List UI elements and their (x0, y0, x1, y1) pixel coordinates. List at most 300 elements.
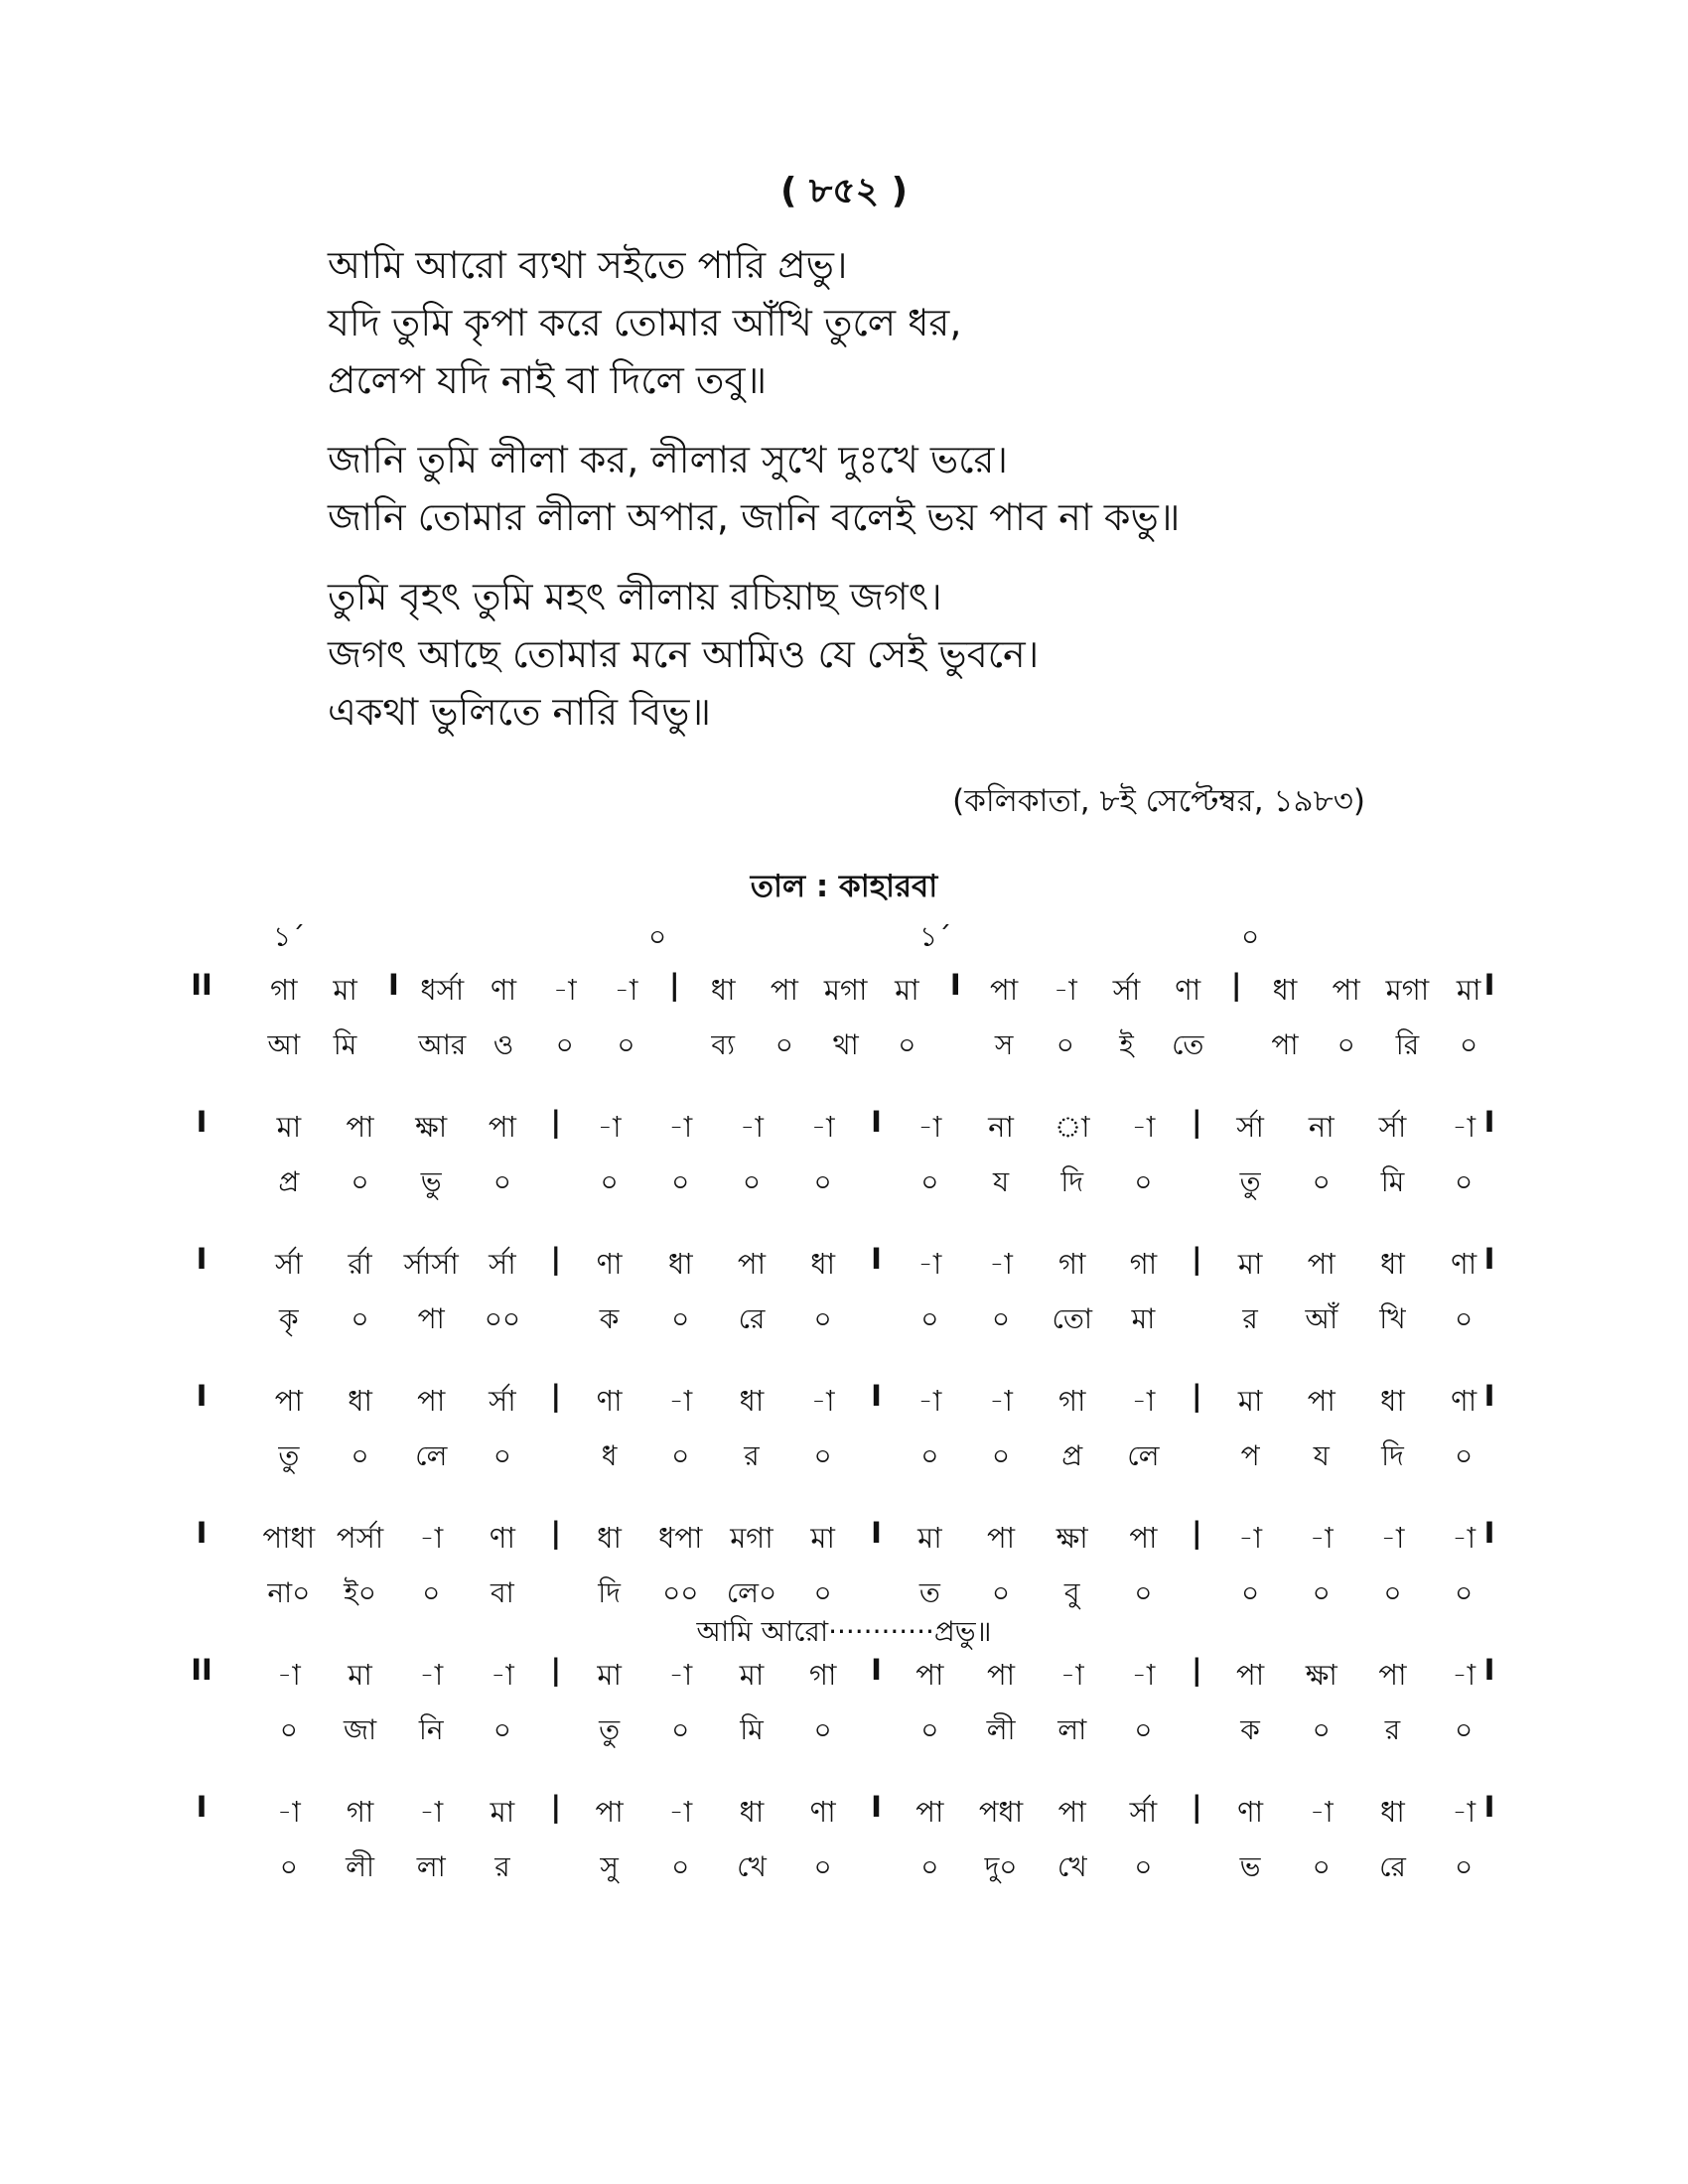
swara-note: ধা (739, 1384, 765, 1418)
swara-note: র্সা (1236, 1110, 1264, 1144)
swara-note: -া (1452, 1658, 1477, 1692)
bar-line: | (550, 1790, 562, 1824)
swara-note: -া (810, 1384, 835, 1418)
swara-note: মা (895, 973, 919, 1007)
lyric-syllable: লে০ (726, 1576, 777, 1609)
lyric-syllable: দি (598, 1576, 621, 1609)
swara-note: পা (737, 1247, 767, 1281)
lyric-syllable: ০ (671, 1302, 690, 1335)
lyric-syllable: ই০ (344, 1576, 376, 1609)
lyric-syllable: ০ (1134, 1850, 1153, 1883)
swara-note: পা (915, 1658, 944, 1692)
lyric-syllable: ০ (1240, 1576, 1260, 1609)
swara-note: -া (989, 1247, 1013, 1281)
bar-line: | (1191, 1653, 1202, 1687)
lyric-syllable: ০ (617, 1028, 635, 1061)
swara-note: ক্ষা (415, 1110, 448, 1144)
lyric-syllable: ০ (774, 1028, 794, 1061)
swara-note: পা (274, 1384, 303, 1418)
lyric-syllable: ০০ (662, 1576, 699, 1609)
bar-line: | (550, 1105, 562, 1139)
swara-note: পা (1057, 1795, 1086, 1829)
lyric-syllable: ০ (920, 1713, 939, 1746)
lyric-syllable: র (1384, 1713, 1401, 1746)
swara-note: পা (986, 1521, 1016, 1555)
lyric-syllable: দি (1381, 1439, 1404, 1472)
lyric-syllable: তু (599, 1713, 621, 1746)
lyric-syllable: ০ (671, 1850, 690, 1883)
swara-note: ধা (667, 1247, 693, 1281)
swara-note: ধা (1380, 1795, 1405, 1829)
lyric-syllable: ০ (1455, 1850, 1474, 1883)
return-line: আমি আরো············প্রভু॥ (696, 1615, 992, 1648)
bar-line: I (871, 1653, 882, 1687)
swara-note: পা (990, 973, 1019, 1007)
lyric-syllable: ০ (1134, 1576, 1153, 1609)
bar-line: | (669, 968, 680, 1002)
lyric-syllable: ০ (1134, 1713, 1153, 1746)
lyric-syllable: ০ (671, 1439, 690, 1472)
bar-line: I (1483, 1653, 1495, 1687)
swara-note: পা (986, 1658, 1016, 1692)
lyric-syllable: ০ (991, 1302, 1011, 1335)
lyric-syllable: ০ (279, 1713, 298, 1746)
swara-note: -া (490, 1658, 514, 1692)
swara-note: মা (739, 1658, 765, 1692)
swara-note: র্সা (1112, 973, 1141, 1007)
notation-row (194, 1790, 1504, 1927)
lyric-syllable: ০ (279, 1850, 298, 1883)
swara-note: -া (1452, 1521, 1477, 1555)
swara-note: মা (917, 1521, 942, 1555)
beat-marks (0, 915, 1688, 955)
lyric-syllable: পা (417, 1302, 445, 1335)
swara-note: পাধা (262, 1521, 316, 1555)
lyric-syllable: ০ (1460, 1028, 1478, 1061)
lyric-syllable: ত (918, 1576, 940, 1609)
lyric-syllable: ০ (1455, 1576, 1474, 1609)
swara-note: ধা (1380, 1247, 1405, 1281)
lyric-stanza (328, 568, 1519, 741)
lyric-syllable: পা (1271, 1028, 1299, 1061)
swara-note: ণা (489, 1521, 515, 1555)
bar-line: | (1191, 1379, 1202, 1413)
swara-note: পা (770, 973, 798, 1007)
lyric-syllable-line (194, 1297, 1504, 1347)
lyric-syllable: সু (600, 1850, 619, 1883)
swara-note: -া (614, 973, 638, 1007)
lyric-syllable: ০ (492, 1165, 512, 1198)
lyric-syllable: ০ (1055, 1028, 1074, 1061)
swara-note: -া (1131, 1110, 1156, 1144)
swara-note: মা (597, 1658, 622, 1692)
notation-row (194, 1242, 1504, 1379)
bar-line: | (1191, 1242, 1202, 1276)
lyric-syllable: লী (986, 1713, 1016, 1746)
lyric-syllable-line (194, 1845, 1504, 1895)
swara-note: র্রা (348, 1247, 372, 1281)
date-line: (কলিকাতা, ৮ই সেপ্টেম্বর, ১৯৮৩) (952, 783, 1365, 819)
bar-line: | (1191, 1790, 1202, 1824)
lyric-syllable: খে (737, 1850, 767, 1883)
lyric-line: জানি তুমি লীলা কর, লীলার সুখে দুঃখে ভরে। (328, 438, 1008, 481)
lyric-syllable: কৃ (279, 1302, 299, 1335)
bar-line: I (1483, 1516, 1495, 1550)
lyric-syllable: খে (1056, 1850, 1087, 1883)
bar-line: I (196, 1242, 208, 1276)
lyric-line: আমি আরো ব্যথা সইতে পারি প্রভু। (328, 243, 848, 287)
lyric-syllable: দু০ (984, 1850, 1018, 1883)
swara-note: মগা (1385, 973, 1430, 1007)
bar-line: | (550, 1516, 562, 1550)
swara-note: না (1308, 1110, 1335, 1144)
lyric-syllable: ০ (1455, 1439, 1474, 1472)
lyric-syllable: তো (1052, 1302, 1092, 1335)
swara-note: গা (1129, 1247, 1158, 1281)
swara-note: -া (810, 1110, 835, 1144)
lyric-syllable: না০ (267, 1576, 311, 1609)
bar-line: I (196, 1516, 208, 1550)
swara-note: -া (1309, 1521, 1334, 1555)
lyric-syllable: ০ (671, 1165, 690, 1198)
swara-note: ধা (810, 1247, 835, 1281)
bar-line: I (388, 968, 399, 1002)
lyrics-block (328, 236, 1519, 762)
bar-line: I (949, 968, 961, 1002)
swara-note: পা (915, 1795, 944, 1829)
swara-line (191, 1653, 1504, 1703)
lyric-syllable: ০ (898, 1028, 916, 1061)
lyric-line: তুমি বৃহৎ তুমি মহৎ লীলায় রচিয়াছ জগৎ। (328, 575, 942, 618)
lyric-syllable: তু (278, 1439, 300, 1472)
lyric-syllable: ০ (422, 1576, 441, 1609)
swara-note: পা (417, 1384, 446, 1418)
bar-line: | (550, 1653, 562, 1687)
lyric-syllable: ০ (351, 1302, 369, 1335)
lyric-syllable: ০০ (484, 1302, 521, 1335)
swara-note: -া (276, 1658, 301, 1692)
swara-note: -া (1053, 973, 1077, 1007)
lyric-syllable: প (1240, 1439, 1260, 1472)
lyric-syllable: ০ (1312, 1713, 1331, 1746)
swara-note: -া (276, 1795, 301, 1829)
swara-note: মগা (730, 1521, 774, 1555)
swara-note: গা (346, 1795, 374, 1829)
swara-note: ণা (596, 1384, 623, 1418)
swara-note: -া (917, 1384, 942, 1418)
swara-note: -া (668, 1110, 693, 1144)
bar-line: I (871, 1242, 882, 1276)
lyric-syllable: প্র (278, 1165, 300, 1198)
bar-line: I (871, 1379, 882, 1413)
swara-line (194, 1379, 1504, 1429)
swara-note: -া (419, 1658, 444, 1692)
swara-note: পা (1129, 1521, 1158, 1555)
swara-note: -া (597, 1110, 622, 1144)
swara-note: মা (276, 1110, 302, 1144)
bar-line: I (871, 1790, 882, 1824)
swara-note: গা (1058, 1247, 1086, 1281)
swara-note: -া (668, 1384, 693, 1418)
lyric-line: জানি তোমার লীলা অপার, জানি বলেই ভয় পাব না কভু॥ (328, 495, 1181, 539)
swara-note: পা (488, 1110, 516, 1144)
swara-note: গা (270, 973, 298, 1007)
beat-mark: ১´ (919, 920, 952, 953)
swara-note: -া (419, 1521, 444, 1555)
swara-line (194, 1790, 1504, 1840)
lyric-syllable: ০ (351, 1165, 369, 1198)
swara-note: র্সা (489, 1247, 516, 1281)
lyric-syllable: নি (418, 1713, 444, 1746)
notation-table (191, 968, 1504, 1927)
lyric-syllable: আঁ (1305, 1302, 1338, 1335)
lyric-syllable: ধ (601, 1439, 618, 1472)
swara-note: -া (419, 1795, 444, 1829)
lyric-syllable: লে (1127, 1439, 1160, 1472)
swara-note: মা (348, 1658, 372, 1692)
lyric-line: একথা ভুলিতে নারি বিভু॥ (328, 690, 711, 734)
swara-note: ণা (491, 973, 516, 1007)
lyric-syllable: লে (415, 1439, 448, 1472)
swara-note: ণা (1175, 973, 1201, 1007)
lyric-syllable-line (194, 1708, 1504, 1758)
swara-note: ণা (1451, 1247, 1477, 1281)
lyric-syllable: তে (1172, 1028, 1204, 1061)
lyric-line: জগৎ আছে তোমার মনে আমিও যে সেই ভুবনে। (328, 632, 1040, 676)
lyric-syllable: ০ (671, 1713, 690, 1746)
swara-note: মা (1456, 973, 1481, 1007)
swara-note: ণা (809, 1795, 836, 1829)
swara-note: ক্ষা (1055, 1521, 1088, 1555)
lyric-syllable: বু (1063, 1576, 1080, 1609)
lyric-syllable: ০ (813, 1713, 832, 1746)
lyric-syllable: ০ (1312, 1576, 1331, 1609)
lyric-stanza (328, 431, 1519, 546)
bar-line: I (196, 1379, 208, 1413)
lyric-syllable: য (992, 1165, 1010, 1198)
bar-line: I (871, 1516, 882, 1550)
lyric-syllable: খি (1379, 1302, 1406, 1335)
lyric-syllable-line (194, 1024, 1504, 1073)
swara-note: র্সার্সা (403, 1247, 459, 1281)
lyric-line: যদি তুমি কৃপা করে তোমার আঁখি তুলে ধর, (328, 301, 962, 344)
lyric-syllable: মি (740, 1713, 764, 1746)
swara-note: মা (1237, 1247, 1263, 1281)
lyric-syllable: আর (418, 1028, 467, 1061)
swara-note: ক্ষা (1305, 1658, 1337, 1692)
swara-note: র্সা (489, 1384, 516, 1418)
swara-note: মা (490, 1795, 515, 1829)
bar-line: II (191, 968, 212, 1002)
bar-line: | (1191, 1105, 1202, 1139)
bar-line: II (191, 1653, 212, 1687)
lyric-syllable: ০ (1312, 1850, 1331, 1883)
bar-line: I (1483, 1790, 1495, 1824)
lyric-syllable: ০ (813, 1576, 832, 1609)
lyric-syllable: দি (1060, 1165, 1084, 1198)
lyric-syllable: ০ (1455, 1165, 1474, 1198)
lyric-syllable-line (194, 1434, 1504, 1484)
bar-line: I (871, 1105, 882, 1139)
lyric-syllable: আ (267, 1028, 301, 1061)
bar-line: | (1191, 1516, 1202, 1550)
swara-note: ধর্সা (420, 973, 465, 1007)
swara-note: -া (1309, 1795, 1334, 1829)
lyric-syllable: বা (491, 1576, 514, 1609)
lyric-syllable: ০ (991, 1439, 1011, 1472)
beat-mark: ০ (648, 920, 667, 953)
lyric-syllable: য (1313, 1439, 1330, 1472)
lyric-syllable: ০ (1455, 1713, 1474, 1746)
swara-note: -া (1452, 1795, 1477, 1829)
lyric-syllable: ০ (1134, 1165, 1153, 1198)
swara-note: -া (668, 1658, 693, 1692)
swara-note: -া (740, 1110, 764, 1144)
bar-line: I (1483, 1242, 1495, 1276)
swara-note: পা (1307, 1384, 1336, 1418)
bar-line: I (196, 1790, 208, 1824)
swara-note: -া (668, 1795, 693, 1829)
swara-note: -া (1380, 1521, 1405, 1555)
swara-note: ধপা (658, 1521, 703, 1555)
swara-note: মগা (823, 973, 868, 1007)
swara-note: পা (1307, 1247, 1336, 1281)
lyric-syllable: ০ (920, 1850, 939, 1883)
swara-note: -া (552, 973, 577, 1007)
swara-note: ধা (1272, 973, 1298, 1007)
lyric-syllable: ০ (742, 1165, 762, 1198)
notation-row (191, 968, 1504, 1105)
swara-note: -া (917, 1110, 942, 1144)
lyric-syllable: ০ (351, 1439, 369, 1472)
bar-line: I (1483, 968, 1495, 1002)
lyric-syllable: র (744, 1439, 760, 1472)
lyric-syllable: মি (1380, 1165, 1405, 1198)
swara-note: ণা (596, 1247, 623, 1281)
taal-title: তাল : কাহারবা (750, 869, 938, 904)
lyric-syllable: ০ (1383, 1576, 1402, 1609)
lyric-syllable: তু (1239, 1165, 1261, 1198)
swara-note: পা (595, 1795, 624, 1829)
swara-note: মা (1237, 1384, 1263, 1418)
bar-line: | (550, 1242, 562, 1276)
lyric-syllable: ব্য (711, 1028, 736, 1061)
swara-note: র্সা (1378, 1110, 1407, 1144)
lyric-syllable: ০ (1336, 1028, 1355, 1061)
lyric-syllable: প্র (1061, 1439, 1083, 1472)
bar-line: I (196, 1105, 208, 1139)
lyric-syllable: রে (738, 1302, 766, 1335)
notation-row (194, 1105, 1504, 1242)
swara-note: পা (1332, 973, 1360, 1007)
swara-note: ধা (710, 973, 736, 1007)
lyric-stanza (328, 236, 1519, 409)
swara-note: পা (1378, 1658, 1407, 1692)
bar-line: | (550, 1379, 562, 1413)
swara-note: গা (1058, 1384, 1086, 1418)
lyric-syllable: ০ (600, 1165, 619, 1198)
swara-note: -া (917, 1247, 942, 1281)
swara-note: পর্সা (336, 1521, 384, 1555)
swara-note: পা (1236, 1658, 1265, 1692)
swara-note: -া (1238, 1521, 1263, 1555)
beat-mark: ১´ (273, 920, 306, 953)
lyric-syllable: ০ (991, 1576, 1011, 1609)
swara-note: -া (1131, 1384, 1156, 1418)
swara-note: -া (989, 1384, 1013, 1418)
lyric-syllable: ০ (492, 1713, 512, 1746)
lyric-syllable: মি (333, 1028, 357, 1061)
lyric-syllable: র (494, 1850, 510, 1883)
swara-line (194, 1105, 1504, 1155)
lyric-syllable: ও (492, 1028, 514, 1061)
lyric-syllable: ০ (1455, 1302, 1474, 1335)
page-number: ( ৮৫২ ) (779, 171, 909, 211)
bar-line: | (1230, 968, 1242, 1002)
lyric-syllable: থা (832, 1028, 859, 1061)
lyric-syllable: স (994, 1028, 1014, 1061)
bar-line: I (1483, 1105, 1495, 1139)
swara-line (194, 1242, 1504, 1292)
swara-note: -া (1059, 1658, 1084, 1692)
lyric-syllable: ০ (813, 1439, 832, 1472)
lyric-syllable: ০ (555, 1028, 574, 1061)
lyric-syllable: লী (346, 1850, 374, 1883)
swara-line (191, 968, 1504, 1018)
swara-note: না (988, 1110, 1014, 1144)
swara-note: -া (1131, 1658, 1156, 1692)
lyric-syllable: ভ (1239, 1850, 1261, 1883)
swara-note: -া (1452, 1110, 1477, 1144)
lyric-syllable: র (1242, 1302, 1258, 1335)
lyric-syllable: ক (599, 1302, 620, 1335)
swara-note: র্সা (1129, 1795, 1158, 1829)
swara-note: গা (808, 1658, 837, 1692)
lyric-syllable: ০ (1312, 1165, 1331, 1198)
swara-note: ধা (597, 1521, 622, 1555)
lyric-syllable: ০ (813, 1850, 832, 1883)
lyric-syllable: ০ (813, 1165, 832, 1198)
lyric-syllable: লা (1057, 1713, 1087, 1746)
lyric-syllable: রে (1379, 1850, 1406, 1883)
bar-line: I (1483, 1379, 1495, 1413)
lyric-syllable: ০ (920, 1165, 939, 1198)
lyric-syllable: লা (416, 1850, 446, 1883)
lyric-syllable: মা (1131, 1302, 1156, 1335)
lyric-syllable: ০ (492, 1439, 512, 1472)
lyric-syllable: রি (1395, 1028, 1420, 1061)
swara-note: পা (346, 1110, 374, 1144)
swara-note: ধা (348, 1384, 372, 1418)
swara-note: া (1054, 1110, 1090, 1144)
lyric-syllable: ভু (420, 1165, 442, 1198)
lyric-syllable: জা (343, 1713, 377, 1746)
lyric-syllable: ই (1119, 1028, 1134, 1061)
swara-note: মা (333, 973, 357, 1007)
notation-row (194, 1379, 1504, 1516)
swara-note: ধা (1380, 1384, 1405, 1418)
notation-row (191, 1653, 1504, 1790)
lyric-syllable-line (194, 1160, 1504, 1210)
swara-note: ণা (1237, 1795, 1264, 1829)
swara-note: ণা (1451, 1384, 1477, 1418)
beat-mark: ০ (1241, 920, 1260, 953)
lyric-syllable: ক (1240, 1713, 1260, 1746)
swara-note: ধা (739, 1795, 765, 1829)
swara-note: র্সা (275, 1247, 303, 1281)
lyric-line: প্রলেপ যদি নাই বা দিলে তবু॥ (328, 358, 768, 402)
swara-note: পধা (978, 1795, 1024, 1829)
